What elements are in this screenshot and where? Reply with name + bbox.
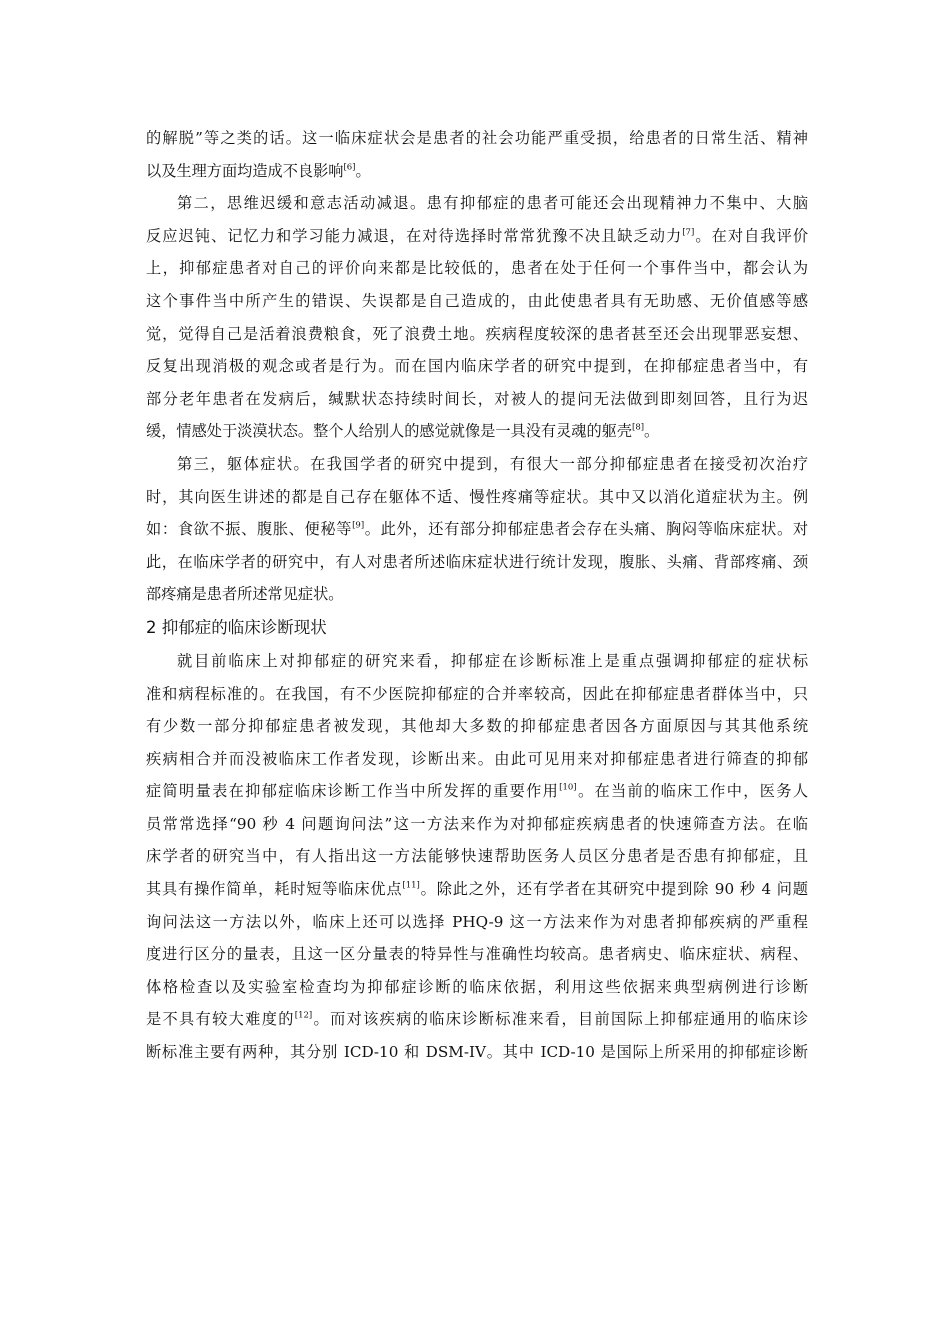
line-text: 。此外，还有部分抑郁症患者会存在头痛、胸闷等临床症状。对 (364, 520, 809, 539)
document-page (146, 122, 808, 1069)
text-line (146, 481, 808, 514)
line-text: 。 (644, 422, 660, 441)
paragraph-thinking (146, 187, 808, 448)
text-line (146, 808, 808, 841)
line-text: 第二，思维迟缓和意志活动减退。患有抑郁症的患者可能还会出现精神力不集中、大脑 (177, 194, 808, 213)
text-line (146, 546, 808, 579)
text-line (146, 448, 808, 481)
citation-ref: [6] (343, 162, 356, 173)
text-line (146, 678, 808, 711)
line-text: 反复出现消极的观念或者是行为。而在国内临床学者的研究中提到，在抑郁症患者当中，有 (146, 357, 808, 376)
text-line (146, 155, 808, 188)
paragraph-somatic (146, 448, 808, 611)
line-text: 以及生理方面均造成不良影响 (146, 161, 344, 180)
line-text: 反应迟钝、记忆力和学习能力减退，在对待选择时常常犹豫不决且缺乏动力 (146, 226, 683, 245)
text-line (146, 645, 808, 678)
text-line (146, 743, 808, 776)
line-text: 有少数一部分抑郁症患者被发现，其他却大多数的抑郁症患者因各方面原因与其其他系统 (146, 717, 808, 736)
citation-ref: [8] (632, 422, 645, 433)
text-line (146, 873, 808, 906)
citation-ref: [11] (402, 880, 420, 891)
line-text: 部疼痛是患者所述常见症状。 (146, 585, 344, 604)
text-line (146, 578, 808, 611)
text-line (146, 710, 808, 743)
text-line (146, 775, 808, 808)
section-heading: 2 抑郁症的临床诊断现状 (146, 617, 327, 637)
line-text: 缓，情感处于淡漠状态。整个人给别人的感觉就像是一具没有灵魂的躯壳 (146, 422, 632, 441)
line-text: 就目前临床上对抑郁症的研究来看，抑郁症在诊断标准上是重点强调抑郁症的症状标 (177, 651, 808, 670)
line-text: 。而对该疾病的临床诊断标准来看，目前国际上抑郁症通用的临床诊 (312, 1010, 809, 1029)
line-text: 员常常选择“90 秒 4 问题询问法”这一方法来作为对抑郁症疾病患者的快速筛查方法。在临 (146, 814, 808, 833)
line-text: 上，抑郁症患者对自己的评价向来都是比较低的，患者在处于任何一个事件当中，都会认为 (146, 259, 808, 278)
line-text: 觉，觉得自己是活着浪费粮食，死了浪费土地。疾病程度较深的患者甚至还会出现罪恶妄想、 (146, 324, 808, 343)
line-text: 是不具有较大难度的 (146, 1010, 295, 1029)
line-text: 如：食欲不振、腹胀、便秘等 (146, 520, 353, 539)
citation-ref: [7] (682, 227, 695, 238)
line-text: 。在对自我评价 (694, 226, 809, 245)
text-line (146, 122, 808, 155)
line-text: 其具有操作简单，耗时短等临床优点 (146, 880, 403, 899)
text-line (146, 350, 808, 383)
line-text: 体格检查以及实验室检查均为抑郁症诊断的临床依据，利用这些依据来典型病例进行诊断 (146, 977, 808, 996)
line-text: 的解脱”等之类的话。这一临床症状会是患者的社会功能严重受损，给患者的日常生活、精神 (146, 129, 808, 147)
text-line (146, 1003, 808, 1036)
text-line (146, 971, 808, 1004)
paragraph-diagnosis (146, 645, 808, 1069)
line-text: 这个事件当中所产生的错误、失误都是自己造成的，由此使患者具有无助感、无价值感等感 (146, 291, 808, 310)
line-text: 度进行区分的量表，且这一区分量表的特异性与准确性均较高。患者病史、临床症状、病程、 (146, 945, 808, 964)
line-text: 。除此之外，还有学者在其研究中提到除 90 秒 4 问题 (419, 880, 808, 899)
line-text: 疾病相合并而没被临床工作者发现，诊断出来。由此可见用来对抑郁症患者进行筛查的抑郁 (146, 749, 808, 768)
line-text: 。在当前的临床工作中，医务人 (576, 782, 809, 801)
line-text: 准和病程标准的。在我国，有不少医院抑郁症的合并率较高，因此在抑郁症患者群体当中，只 (146, 684, 808, 703)
citation-ref: [10] (559, 782, 577, 793)
line-text: 此，在临床学者的研究中，有人对患者所述临床症状进行统计发现，腹胀、头痛、背部疼痛、颈 (146, 552, 808, 571)
line-text: 床学者的研究当中，有人指出这一方法能够快速帮助医务人员区分患者是否患有抑郁症，且 (146, 847, 808, 866)
text-line (146, 840, 808, 873)
text-line (146, 513, 808, 546)
text-line (146, 252, 808, 285)
text-line (146, 220, 808, 253)
text-line (146, 285, 808, 318)
line-text: 。 (355, 161, 371, 180)
text-line (146, 383, 808, 416)
text-line (146, 415, 808, 448)
line-text: 部分老年患者在发病后，缄默状态持续时间长，对被人的提问无法做到即刻回答，且行为迟 (146, 389, 808, 408)
line-text: 时，其向医生讲述的都是自己存在躯体不适、慢性疼痛等症状。其中又以消化道症状为主。例 (146, 487, 808, 506)
line-text: 症简明量表在抑郁症临床诊断工作当中所发挥的重要作用 (146, 782, 560, 801)
text-line (146, 187, 808, 220)
text-line (146, 906, 808, 939)
text-line (146, 318, 808, 351)
paragraph-continuation (146, 122, 808, 187)
text-line (146, 1036, 808, 1069)
line-text: 第三，躯体症状。在我国学者的研究中提到，有很大一部分抑郁症患者在接受初次治疗 (177, 454, 808, 473)
citation-ref: [9] (352, 520, 365, 531)
citation-ref: [12] (294, 1011, 313, 1022)
line-text: 断标准主要有两种，其分别 ICD-10 和 DSM-IV。其中 ICD-10 是国际上所采用的抑郁症诊断 (146, 1043, 808, 1062)
text-line (146, 938, 808, 971)
line-text: 询问法这一方法以外，临床上还可以选择 PHQ-9 这一方法来作为对患者抑郁疾病的严重程 (146, 912, 808, 931)
